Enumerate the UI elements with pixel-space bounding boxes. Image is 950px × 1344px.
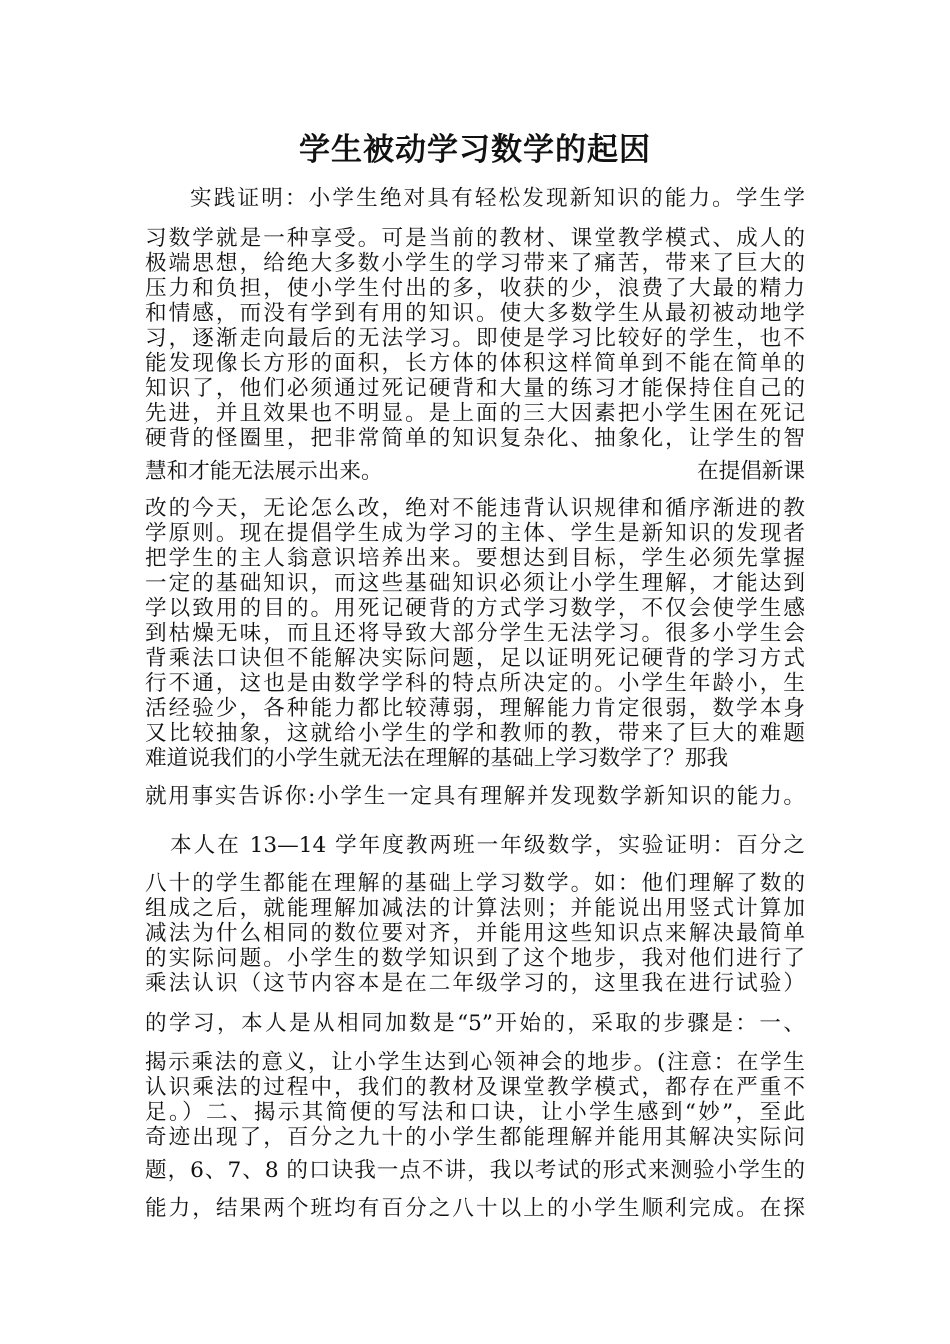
paragraph-line: 减法为什么相同的数位要对齐，并能用这些知识点来解决最简单 — [145, 921, 805, 946]
paragraph-line: 先进，并且效果也不明显。是上面的三大因素把小学生困在死记 — [145, 401, 805, 426]
paragraph-line: 就用事实告诉你:小学生一定具有理解并发现数学新知识的能力。 — [145, 784, 805, 809]
paragraph-line: 的学习，本人是从相同加数是“5”开始的，采取的步骤是：一、 — [145, 1011, 805, 1036]
paragraph-line: 八十的学生都能在理解的基础上学习数学。如：他们理解了数的 — [145, 871, 805, 896]
paragraph-line: 奇迹出现了，百分之九十的小学生都能理解并能用其解决实际问 — [145, 1125, 805, 1150]
paragraph-line: 足。）二、揭示其简便的写法和口诀，让小学生感到“妙”，至此 — [145, 1100, 805, 1125]
paragraph-line: 学以致用的目的。用死记硬背的方式学习数学，不仅会使学生感 — [145, 596, 805, 621]
paragraph-line: 难道说我们的小学生就无法在理解的基础上学习数学了？那我 — [145, 746, 729, 771]
paragraph-line: 本人在 13—14 学年度教两班一年级数学，实验证明：百分之 — [170, 833, 805, 858]
paragraph-line: 组成之后，就能理解加减法的计算法则；并能说出用竖式计算加 — [145, 896, 805, 921]
paragraph-line: 的实际问题。小学生的数学知识到了这个地步，我对他们进行了 — [145, 946, 805, 971]
paragraph-line: 活经验少，各种能力都比较薄弱，理解能力肯定很弱，数学本身 — [145, 696, 805, 721]
paragraph-line: 认识乘法的过程中，我们的教材及课堂教学模式，都存在严重不 — [145, 1075, 805, 1100]
paragraph-line: 又比较抽象，这就给小学生的学和教师的教，带来了巨大的难题 — [145, 721, 805, 746]
paragraph-line-right: 在提倡新课 — [697, 459, 805, 484]
paragraph-line: 知识了，他们必须通过死记硬背和大量的练习才能保持住自己的 — [145, 376, 805, 401]
paragraph-line: 题，6、7、8 的口诀我一点不讲，我以考试的形式来测验小学生的 — [145, 1158, 805, 1183]
paragraph-line: 习，逐渐走向最后的无法学习。即使是学习比较好的学生，也不 — [145, 326, 805, 351]
paragraph-line: 能发现像长方形的面积，长方体的体积这样简单到不能在简单的 — [145, 351, 805, 376]
paragraph-line: 乘法认识（这节内容本是在二年级学习的，这里我在进行试验） — [145, 971, 805, 996]
paragraph-split-line — [145, 459, 805, 485]
document-title: 学生被动学习数学的起因 — [299, 132, 651, 168]
paragraph-line: 极端思想，给绝大多数小学生的学习带来了痛苦，带来了巨大的 — [145, 251, 805, 276]
paragraph-line: 背乘法口诀但不能解决实际问题，足以证明死记硬背的学习方式 — [145, 646, 805, 671]
paragraph-line: 改的今天，无论怎么改，绝对不能违背认识规律和循序渐进的教 — [145, 496, 805, 521]
paragraph-line: 到枯燥无味，而且还将导致大部分学生无法学习。很多小学生会 — [145, 621, 805, 646]
paragraph-line: 把学生的主人翁意识培养出来。要想达到目标，学生必须先掌握 — [145, 546, 805, 571]
paragraph-line: 和情感，而没有学到有用的知识。使大多数学生从最初被动地学 — [145, 301, 805, 326]
paragraph-line: 能力，结果两个班均有百分之八十以上的小学生顺利完成。在探 — [145, 1196, 805, 1221]
paragraph-line: 揭示乘法的意义，让小学生达到心领神会的地步。(注意：在学生 — [145, 1050, 805, 1075]
paragraph-line: 一定的基础知识，而这些基础知识必须让小学生理解，才能达到 — [145, 571, 805, 596]
paragraph-line: 硬背的怪圈里，把非常简单的知识复杂化、抽象化，让学生的智 — [145, 426, 805, 451]
paragraph-line: 压力和负担，使小学生付出的多，收获的少，浪费了大最的精力 — [145, 276, 805, 301]
paragraph-line: 学原则。现在提倡学生成为学习的主体、学生是新知识的发现者 — [145, 521, 805, 546]
paragraph-line: 习数学就是一种享受。可是当前的教材、课堂教学模式、成人的 — [145, 226, 805, 251]
paragraph-line: 行不通，这也是由数学学科的特点所决定的。小学生年龄小，生 — [145, 671, 805, 696]
paragraph-line: 实践证明：小学生绝对具有轻松发现新知识的能力。学生学 — [190, 186, 805, 211]
paragraph-line-left: 慧和才能无法展示出来。 — [145, 459, 383, 484]
